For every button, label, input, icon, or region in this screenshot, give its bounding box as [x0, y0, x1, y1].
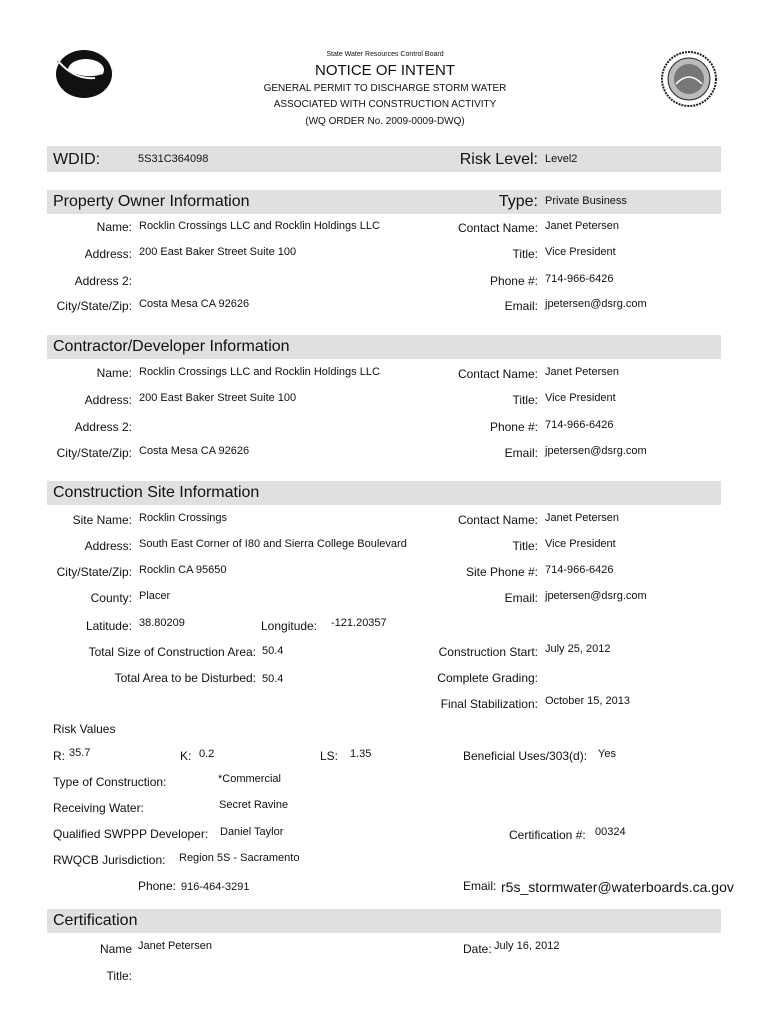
agency-name: State Water Resources Control Board	[326, 51, 444, 58]
risk-values-label: Risk Values	[53, 722, 116, 736]
risk-level-label: Risk Level:	[459, 151, 538, 168]
contractor-contact-label: Contact Name:	[457, 367, 538, 381]
ls-label: LS:	[320, 749, 339, 763]
owner-name: Rocklin Crossings LLC and Rocklin Holdings LLC	[139, 220, 380, 232]
site-name: Rocklin Crossings	[139, 512, 228, 524]
swppp-developer-label: Qualified SWPPP Developer:	[53, 827, 209, 841]
final-stabilization: October 15, 2013	[545, 695, 631, 707]
contractor-phone: 714-966-6426	[545, 419, 614, 431]
water-board-logo	[53, 48, 115, 105]
site-county: Placer	[139, 590, 171, 602]
rwqcb-email-label: Email:	[463, 879, 497, 893]
contractor-phone-label: Phone #:	[489, 420, 538, 434]
total-size-value: 50.4	[262, 645, 284, 657]
subtitle-line-2: ASSOCIATED WITH CONSTRUCTION ACTIVITY	[273, 99, 497, 110]
longitude-label: Longitude:	[261, 619, 318, 633]
rwqcb-label: RWQCB Jurisdiction:	[53, 853, 166, 867]
owner-email-label: Email:	[504, 299, 538, 313]
subtitle-line-1: GENERAL PERMIT TO DISCHARGE STORM WATER	[263, 83, 507, 94]
state-seal	[660, 50, 718, 113]
contractor-address: 200 East Baker Street Suite 100	[139, 392, 297, 404]
owner-contact: Janet Petersen	[545, 220, 619, 232]
rwqcb-email: r5s_stormwater@waterboards.ca.gov	[501, 879, 734, 895]
certification-number-label: Certification #:	[509, 828, 586, 842]
complete-grading-label: Complete Grading:	[437, 671, 538, 685]
contractor-name: Rocklin Crossings LLC and Rocklin Holdings LLC	[139, 366, 380, 378]
latitude-value: 38.80209	[139, 617, 185, 629]
owner-type-value: Private Business	[545, 195, 627, 207]
site-phone-label: Site Phone #:	[465, 565, 538, 579]
site-name-label: Site Name:	[72, 513, 132, 527]
construction-type: *Commercial	[218, 773, 281, 785]
contractor-title: Vice President	[545, 392, 616, 404]
site-title: Vice President	[545, 538, 616, 550]
disturbed-area-label: Total Area to be Disturbed:	[114, 671, 256, 685]
construction-start-label: Construction Start:	[438, 645, 538, 659]
subtitle-line-3: (WQ ORDER No. 2009-0009-DWQ)	[305, 116, 465, 127]
construction-type-label: Type of Construction:	[53, 775, 167, 789]
owner-title-label: Title:	[512, 247, 538, 261]
contractor-email: jpetersen@dsrg.com	[545, 445, 647, 457]
owner-phone-label: Phone #:	[489, 274, 538, 288]
receiving-water: Secret Ravine	[219, 799, 289, 811]
contractor-email-label: Email:	[504, 446, 538, 460]
beneficial-uses-value: Yes	[598, 748, 616, 760]
cert-title-label: Title:	[106, 969, 132, 983]
owner-heading: Property Owner Information	[53, 193, 250, 210]
owner-phone: 714-966-6426	[545, 273, 614, 285]
owner-city: Costa Mesa CA 92626	[139, 298, 250, 310]
owner-name-label: Name:	[96, 220, 132, 234]
site-city: Rocklin CA 95650	[139, 564, 227, 576]
k-label: K:	[180, 749, 192, 763]
beneficial-uses-label: Beneficial Uses/303(d):	[463, 749, 588, 763]
site-address: South East Corner of I80 and Sierra College Boulevard	[139, 538, 407, 550]
wdid-label: WDID:	[53, 151, 101, 168]
site-contact-label: Contact Name:	[457, 513, 538, 527]
site-address-label: Address:	[84, 539, 132, 553]
latitude-label: Latitude:	[85, 619, 132, 633]
site-email: jpetersen@dsrg.com	[545, 590, 647, 602]
rwqcb-value: Region 5S - Sacramento	[179, 852, 300, 864]
certification-heading: Certification	[53, 912, 138, 929]
wdid-value: 5S31C364098	[138, 153, 209, 165]
owner-contact-label: Contact Name:	[457, 221, 538, 235]
contractor-city-label: City/State/Zip:	[56, 446, 132, 460]
r-value: 35.7	[69, 747, 91, 759]
owner-city-label: City/State/Zip:	[56, 299, 132, 313]
contractor-contact: Janet Petersen	[545, 366, 619, 378]
certification-band	[47, 909, 721, 933]
owner-title: Vice President	[545, 246, 616, 258]
site-email-label: Email:	[504, 591, 538, 605]
swppp-developer: Daniel Taylor	[220, 826, 284, 838]
cert-name-label: Name	[99, 942, 132, 956]
contractor-address2-label: Address 2:	[74, 420, 132, 434]
r-label: R:	[53, 749, 65, 763]
rwqcb-phone-label: Phone:	[137, 879, 176, 893]
construction-start: July 25, 2012	[545, 643, 611, 655]
contractor-title-label: Title:	[512, 393, 538, 407]
contractor-address-label: Address:	[84, 393, 132, 407]
total-size-label: Total Size of Construction Area:	[88, 645, 256, 659]
k-value: 0.2	[199, 748, 215, 760]
owner-address2-label: Address 2:	[74, 274, 132, 288]
longitude-value: -121.20357	[331, 617, 387, 629]
site-heading: Construction Site Information	[53, 484, 260, 501]
site-phone: 714-966-6426	[545, 564, 614, 576]
site-contact: Janet Petersen	[545, 512, 619, 524]
contractor-city: Costa Mesa CA 92626	[139, 445, 250, 457]
receiving-water-label: Receiving Water:	[53, 801, 144, 815]
certification-number: 00324	[595, 826, 626, 838]
cert-date-label: Date:	[463, 942, 492, 956]
final-stabilization-label: Final Stabilization:	[440, 697, 538, 711]
rwqcb-phone: 916-464-3291	[181, 881, 250, 893]
site-city-label: City/State/Zip:	[56, 565, 132, 579]
ls-value: 1.35	[350, 748, 372, 760]
owner-email: jpetersen@dsrg.com	[545, 298, 647, 310]
owner-address: 200 East Baker Street Suite 100	[139, 246, 297, 258]
site-county-label: County:	[90, 591, 132, 605]
cert-date: July 16, 2012	[494, 940, 560, 952]
risk-level-value: Level2	[545, 153, 578, 165]
site-title-label: Title:	[512, 539, 538, 553]
cert-name: Janet Petersen	[138, 940, 212, 952]
owner-address-label: Address:	[84, 247, 132, 261]
contractor-name-label: Name:	[96, 366, 132, 380]
owner-type-label: Type:	[498, 193, 538, 210]
disturbed-area-value: 50.4	[262, 673, 284, 685]
contractor-heading: Contractor/Developer Information	[53, 338, 290, 355]
document-title: NOTICE OF INTENT	[315, 62, 455, 79]
